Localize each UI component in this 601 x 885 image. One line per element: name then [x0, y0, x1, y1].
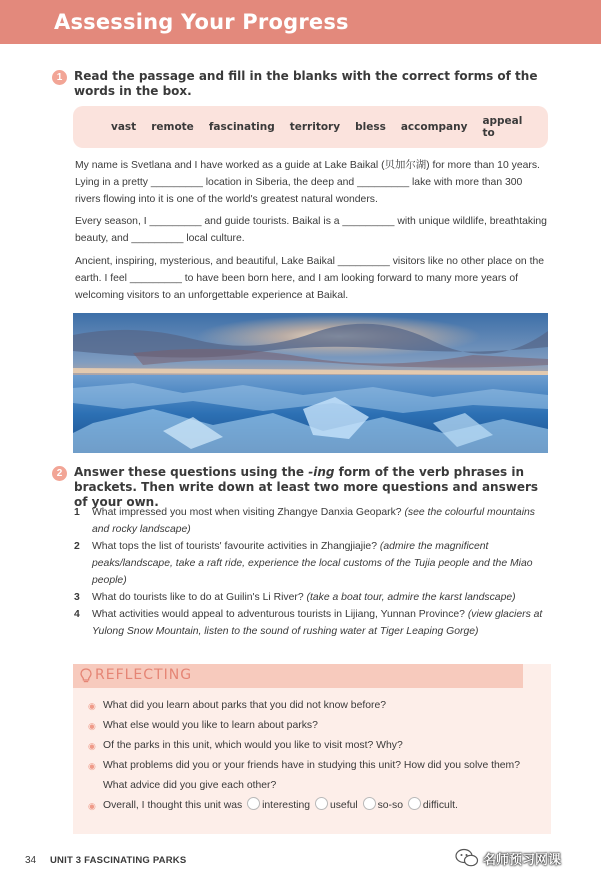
option-label: so-so	[377, 800, 403, 811]
word-item: fascinating	[208, 121, 275, 133]
unit-label: UNIT 3 FASCINATING PARKS	[50, 855, 187, 866]
question-text: What do tourists like to do at Guilin's Li River?	[92, 592, 307, 603]
question-text: What activities would appeal to adventurous tourists in Lijiang, Yunnan Province?	[92, 609, 468, 620]
bullet-icon: ◉	[88, 801, 96, 811]
question-item	[74, 589, 552, 606]
word-item: bless	[355, 121, 386, 133]
word-item: vast	[111, 121, 137, 133]
question-number: 3	[74, 592, 80, 603]
word-item: territory	[289, 121, 341, 133]
question-item	[74, 538, 552, 589]
watermark	[455, 846, 595, 870]
reflecting-item	[88, 736, 538, 756]
section-2-number: 2	[52, 466, 67, 481]
question-hint: (view glaciers at Yulong Snow Mountain, listen to the sound of rushing water at Tiger Leaping Gorge)	[92, 609, 543, 637]
bullet-icon: ◉	[88, 741, 96, 751]
reflecting-text: What problems did you or your friends have in studying this unit? How did you solve them? What advice did you give each other?	[103, 760, 520, 791]
reflecting-item	[88, 756, 538, 796]
section-1-instruction: Read the passage and fill in the blanks with the correct forms of the words in the box.	[74, 69, 538, 98]
option-radio[interactable]	[408, 797, 421, 810]
instruction-text: Answer these questions using the	[74, 465, 309, 479]
option-radio[interactable]	[363, 797, 376, 810]
bullet-icon: ◉	[88, 721, 96, 731]
question-number: 4	[74, 609, 80, 620]
question-hint: (admire the magnificent peaks/landscape, take a raft ride, experience the local customs of the Tujia people and the Miao people)	[92, 541, 533, 586]
question-list	[74, 504, 552, 640]
reflecting-item	[88, 696, 538, 716]
overall-prefix: Overall, I thought this unit was	[103, 800, 243, 811]
question-item	[74, 504, 552, 538]
question-number: 1	[74, 507, 80, 518]
reflecting-text: What else would you like to learn about parks?	[103, 720, 318, 731]
wechat-icon	[455, 848, 479, 868]
watermark-text: 名师预习网课	[483, 851, 562, 867]
word-item: appeal to	[482, 115, 523, 139]
reflecting-title: REFLECTING	[95, 667, 193, 683]
instruction-emphasis: -ing	[308, 465, 335, 479]
question-text: What tops the list of tourists' favourite activities in Zhangjiajie?	[92, 541, 380, 552]
page-title: Assessing Your Progress	[54, 10, 349, 34]
word-item: remote	[151, 121, 194, 133]
bullet-icon: ◉	[88, 701, 96, 711]
option-label: difficult.	[422, 800, 458, 811]
question-item	[74, 606, 552, 640]
reflecting-item	[88, 716, 538, 736]
passage-paragraph: My name is Svetlana and I have worked as a guide at Lake Baikal (贝加尔湖) for more than 10 years. Lying in a pretty _________ location in Siberia, the deep and _________ lake with more than 300 rivers flowing into it is one of the world's greatest natural wonders.	[75, 160, 540, 205]
question-text: What impressed you most when visiting Zhangye Danxia Geopark?	[92, 507, 405, 518]
section-1-number: 1	[52, 70, 67, 85]
bullet-icon: ◉	[88, 761, 96, 771]
question-hint: (see the colourful mountains and rocky landscape)	[92, 507, 535, 535]
reflecting-text: Of the parks in this unit, which would you like to visit most? Why?	[103, 740, 403, 751]
lake-baikal-photo	[73, 313, 548, 453]
lightbulb-icon	[80, 668, 92, 684]
option-label: useful	[329, 800, 358, 811]
reflecting-list	[88, 696, 538, 816]
word-item: accompany	[400, 121, 468, 133]
passage-paragraph: Every season, I _________ and guide tourists. Baikal is a _________ with unique wildlife, breathtaking beauty, and _________ local culture.	[75, 216, 547, 244]
reflecting-text: What did you learn about parks that you did not know before?	[103, 700, 387, 711]
instruction-text: form of the verb phrases in brackets. Then write down at least two more questions and answers of your own.	[74, 465, 539, 509]
option-label: interesting	[262, 800, 311, 811]
word-box	[73, 106, 548, 148]
passage-paragraph: Ancient, inspiring, mysterious, and beautiful, Lake Baikal _________ visitors like no other place on the earth. I feel _________ to have been born here, and I am looking forward to many more years of welcoming visitors to an unforgettable experience at Baikal.	[75, 256, 545, 301]
page-number: 34	[25, 855, 37, 866]
question-hint: (take a boat tour, admire the karst landscape)	[306, 592, 516, 603]
option-radio[interactable]	[247, 797, 260, 810]
option-radio[interactable]	[315, 797, 328, 810]
reflecting-item-overall	[88, 796, 538, 816]
question-number: 2	[74, 541, 80, 552]
